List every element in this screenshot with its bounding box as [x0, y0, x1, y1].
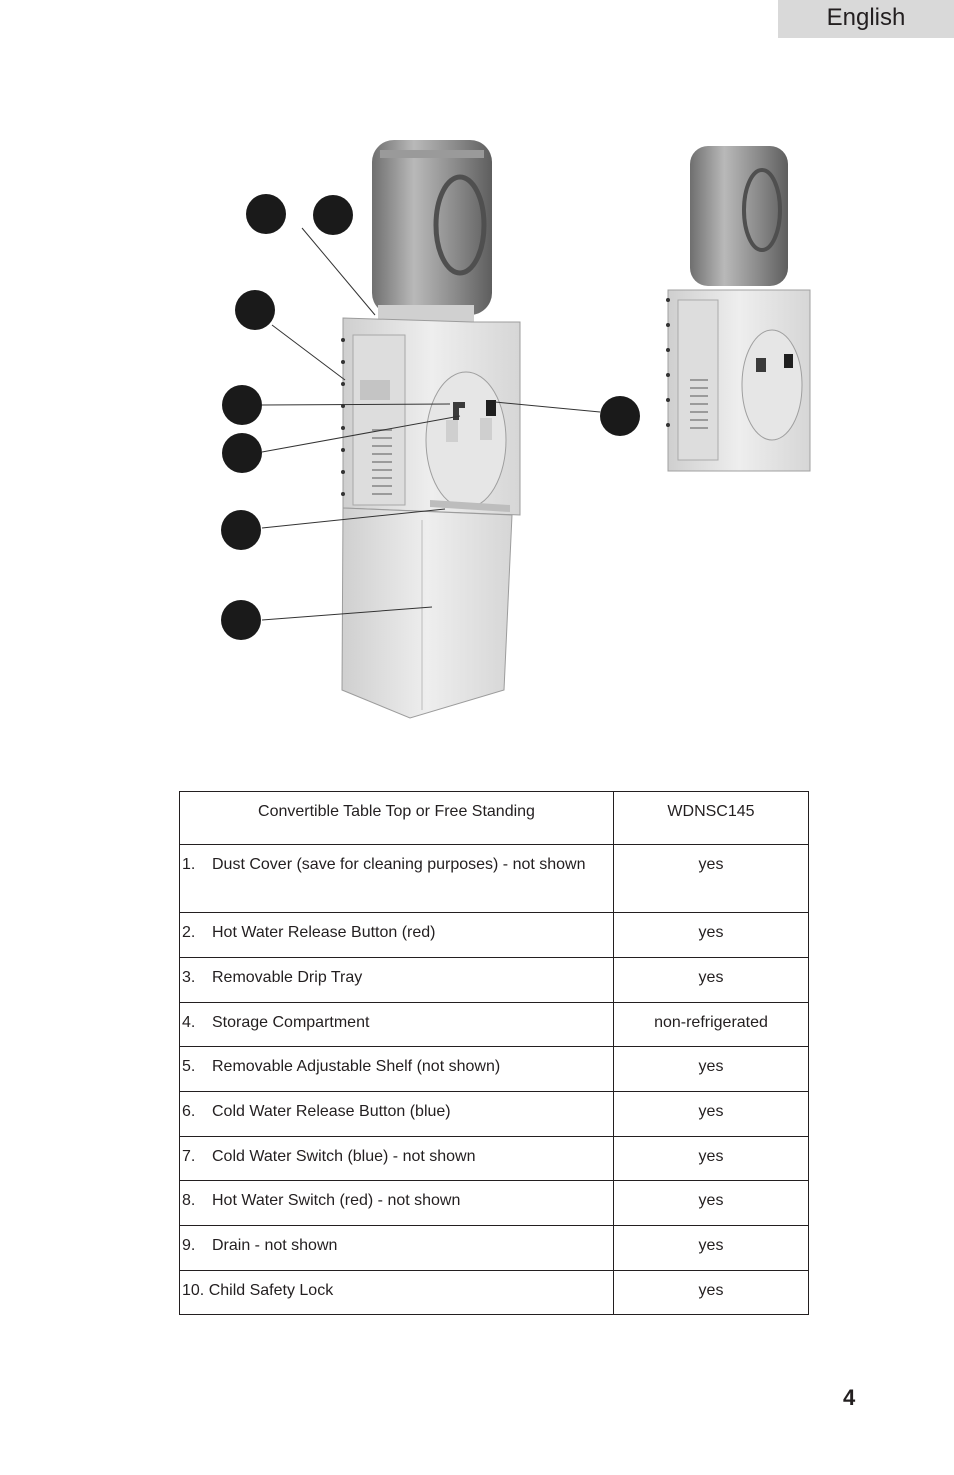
dispenser-tabletop: [666, 146, 810, 471]
row-number: 6.: [182, 1103, 196, 1120]
features-table: [179, 791, 809, 1315]
row-value: yes: [614, 1226, 809, 1271]
table-row: [180, 845, 809, 913]
page-number: 4: [843, 1385, 856, 1410]
language-tab: English: [778, 0, 954, 38]
table-row: [180, 1137, 809, 1181]
row-value: yes: [614, 1271, 809, 1315]
row-label: Removable Adjustable Shelf (not shown): [212, 1058, 501, 1075]
table-row: [180, 1047, 809, 1092]
table-row: [180, 958, 809, 1003]
row-value: yes: [614, 913, 809, 958]
row-number: 7.: [182, 1148, 196, 1165]
table-row: [180, 1226, 809, 1271]
callout-marker: [600, 396, 640, 436]
callout-marker: [313, 195, 353, 235]
table-row: [180, 1181, 809, 1226]
row-number: 4.: [182, 1014, 196, 1031]
row-label: Storage Compartment: [212, 1014, 370, 1031]
header-model: WDNSC145: [614, 792, 809, 845]
row-value: yes: [614, 1181, 809, 1226]
row-label: Drain - not shown: [212, 1237, 338, 1254]
row-label: Hot Water Switch (red) - not shown: [212, 1192, 461, 1209]
row-label: Cold Water Switch (blue) - not shown: [212, 1148, 476, 1165]
row-label: 10. Child Safety Lock: [180, 1271, 614, 1315]
row-value: non-refrigerated: [614, 1003, 809, 1047]
callout-marker: [221, 510, 261, 550]
row-number: 3.: [182, 969, 196, 986]
row-number: 1.: [182, 856, 196, 873]
callout-marker: [222, 433, 262, 473]
table-row: [180, 1092, 809, 1137]
row-value: yes: [614, 1092, 809, 1137]
callout-marker: [235, 290, 275, 330]
callout-marker: [222, 385, 262, 425]
row-value: yes: [614, 845, 809, 913]
table-row: [180, 1003, 809, 1047]
row-label: Cold Water Release Button (blue): [212, 1103, 451, 1120]
row-label: Dust Cover (save for cleaning purposes) - not shown: [212, 856, 586, 873]
row-value: yes: [614, 1047, 809, 1092]
table-header-row: [180, 792, 809, 845]
table-row: [180, 913, 809, 958]
row-value: yes: [614, 958, 809, 1003]
row-value: yes: [614, 1137, 809, 1181]
row-number: 5.: [182, 1058, 196, 1075]
row-label: Hot Water Release Button (red): [212, 924, 436, 941]
header-feature: Convertible Table Top or Free Standing: [180, 792, 614, 845]
callout-marker: [246, 194, 286, 234]
row-label: Removable Drip Tray: [212, 969, 363, 986]
table-row: [180, 1271, 809, 1315]
row-number: 8.: [182, 1192, 196, 1209]
dispenser-main: [341, 140, 520, 718]
row-number: 2.: [182, 924, 196, 941]
callout-marker: [221, 600, 261, 640]
row-number: 9.: [182, 1237, 196, 1254]
